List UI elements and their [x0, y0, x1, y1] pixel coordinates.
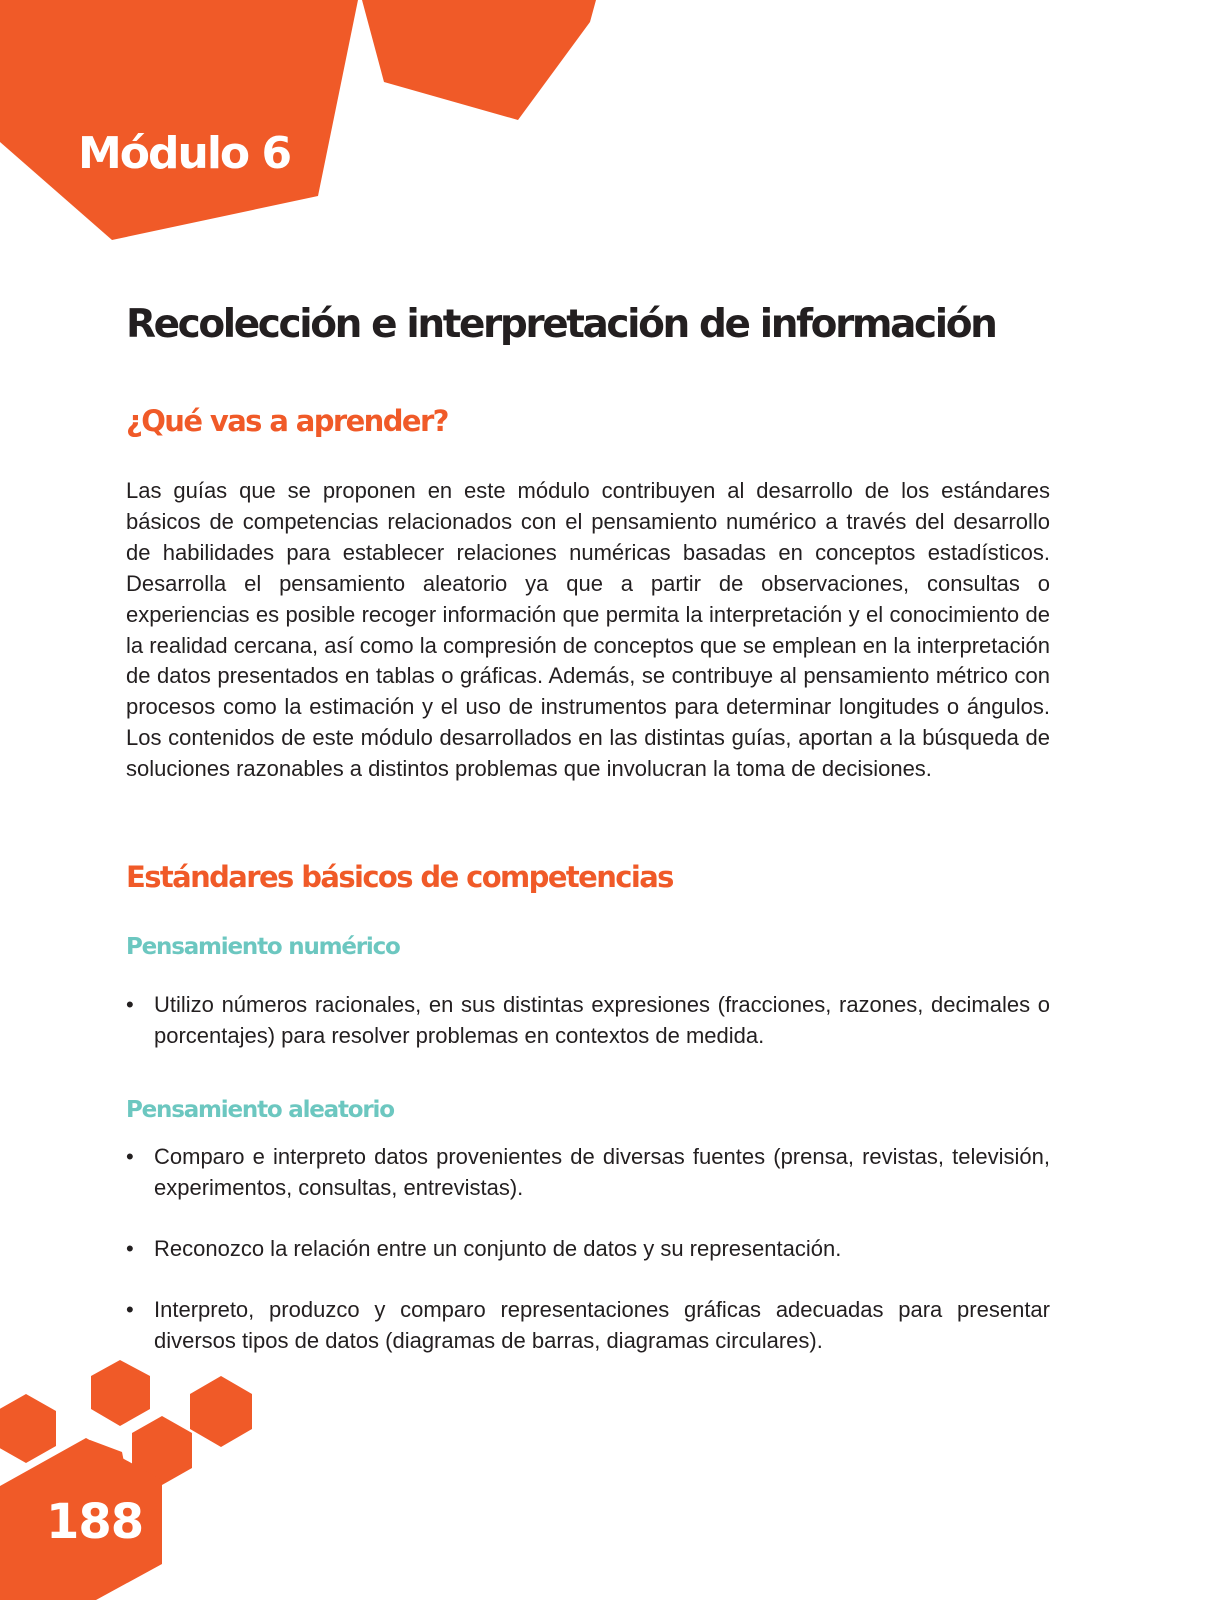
random-thinking-heading: Pensamiento aleatorio: [126, 1097, 394, 1123]
bullet: •: [126, 1144, 134, 1169]
footer-hexagon-4: [0, 1394, 56, 1463]
page-title: Recolección e interpretación de información: [126, 302, 996, 347]
footer-hexagon-2: [190, 1376, 252, 1447]
bullet: •: [126, 1296, 134, 1322]
learn-heading: ¿Qué vas a aprender?: [126, 404, 448, 438]
page-number: 188: [46, 1494, 144, 1550]
list-item-text: Utilizo números racionales, en sus distintas expresiones (fracciones, razones, decimales o porcentajes) para resolver problemas en contextos de medida.: [154, 992, 1050, 1048]
header-hexagon-large: [0, 0, 358, 240]
list-item: [126, 990, 1050, 1052]
bullet: •: [126, 1235, 134, 1261]
standards-heading: Estándares básicos de competencias: [126, 860, 673, 894]
list-item: [126, 1295, 1050, 1357]
header-hexagon-small: [362, 0, 596, 120]
bullet: •: [126, 992, 134, 1017]
random-standards-list: [126, 1142, 1050, 1387]
list-item: [126, 1142, 1050, 1204]
list-item-text: Comparo e interpreto datos provenientes de diversas fuentes (prensa, revistas, televisión, experimentos, consultas, entrevistas).: [154, 1144, 1050, 1200]
learn-paragraph: Las guías que se proponen en este módulo contribuyen al desarrollo de los estándares básicos de competencias relacionados con el pensamiento numérico a través del desarrollo de habilidades para establecer relaciones numéricas basadas en conceptos estadísticos. Desarrolla el pensamiento aleatorio ya que a partir de observaciones, consultas o experiencias es posible recoger información que permita la interpretación y el conocimiento de la realidad cercana, así como la compresión de conceptos que se emplean en la interpretación de datos presentados en tablas o gráficas. Además, se contribuye al pensamiento métrico con procesos como la estimación y el uso de instrumentos para determinar longitudes o ángulos. Los contenidos de este módulo desarrollados en las distintas guías, aportan a la búsqueda de soluciones razonables a distintos problemas que involucran la toma de decisiones.: [126, 478, 1050, 782]
list-item: [126, 1234, 1050, 1265]
numeric-thinking-heading: Pensamiento numérico: [126, 934, 400, 960]
module-label: Módulo 6: [78, 128, 291, 179]
list-item-text: Reconozco la relación entre un conjunto de datos y su representación.: [154, 1235, 842, 1261]
list-item-text: Interpreto, produzco y comparo representaciones gráficas adecuadas para presentar diversos tipos de datos (diagramas de barras, diagramas circulares).: [154, 1296, 1050, 1353]
numeric-standards-list: [126, 990, 1050, 1082]
